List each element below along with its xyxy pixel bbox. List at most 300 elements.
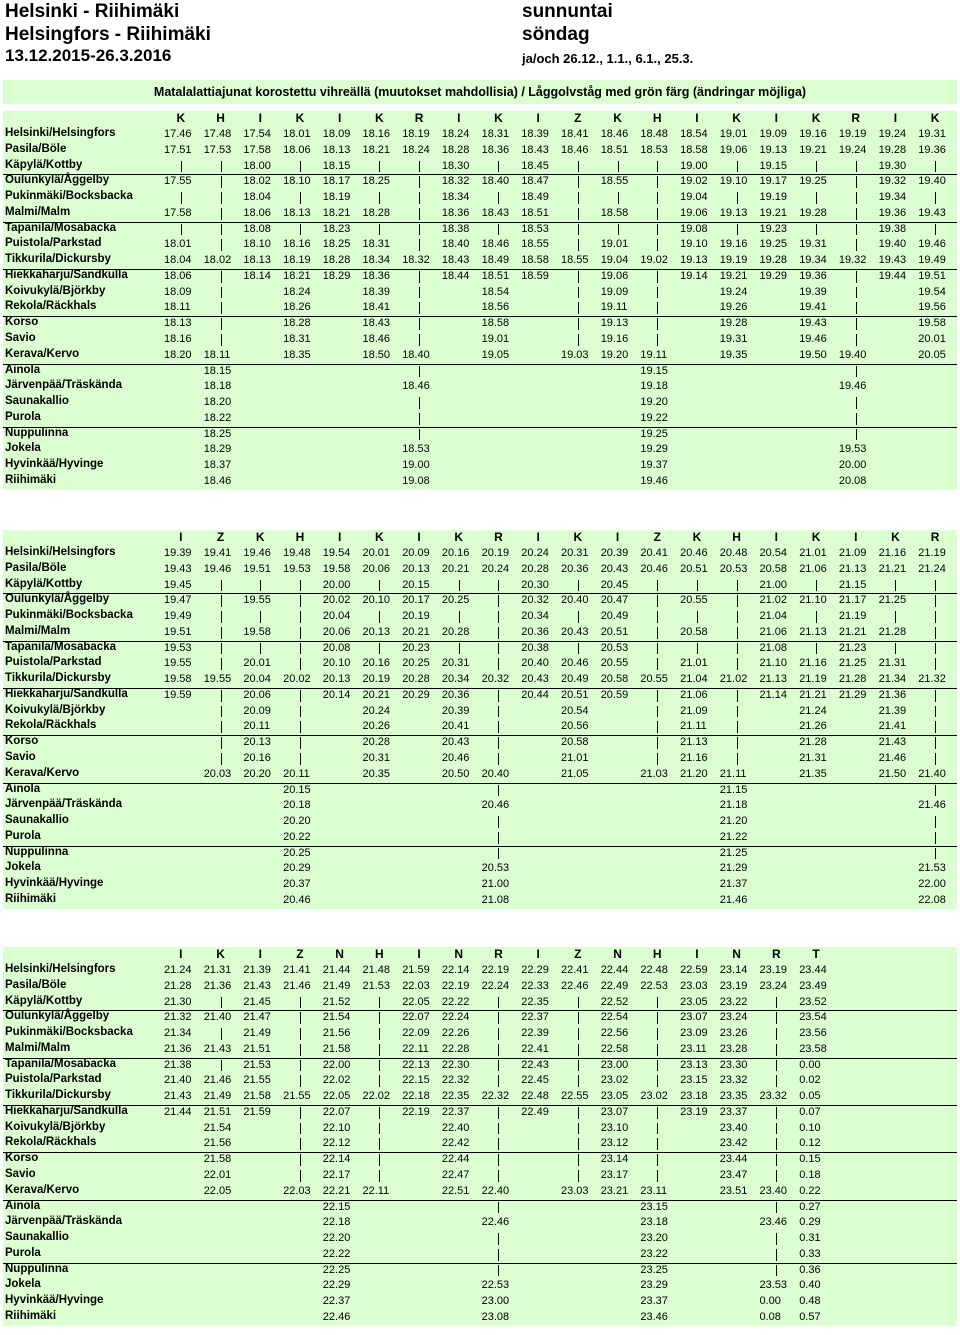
departure-time: 20.40 (481, 767, 510, 780)
departure-time: 21.35 (799, 767, 827, 780)
train-letter-header: H (652, 111, 662, 125)
departure-time: 23.28 (719, 1042, 748, 1055)
departure-time: 19.06 (680, 206, 708, 219)
departure-time: 18.43 (441, 254, 470, 267)
departure-time: 22.24 (441, 1011, 470, 1024)
train-letter-header: R (772, 947, 781, 961)
departure-time: 23.14 (719, 964, 748, 976)
departure-time: 18.20 (203, 396, 232, 409)
pass-through-marker (935, 785, 936, 797)
departure-time: 19.47 (164, 594, 192, 607)
departure-time: 21.43 (243, 979, 271, 992)
departure-time: 21.16 (878, 547, 907, 559)
also-valid-dates: ja/och 26.12., 1.1., 6.1., 25.3. (522, 51, 694, 66)
departure-time: 20.04 (243, 673, 271, 686)
pass-through-marker (578, 161, 579, 173)
pass-through-marker (181, 192, 182, 204)
departure-time: 18.41 (561, 128, 589, 140)
departure-time: 21.50 (878, 767, 907, 780)
pass-through-marker (300, 997, 301, 1009)
departure-time: 20.11 (243, 720, 271, 733)
departure-time: 20.51 (680, 562, 708, 575)
departure-time: 21.58 (243, 1090, 271, 1103)
train-letter-header: K (255, 530, 265, 544)
departure-time: 22.05 (203, 1184, 232, 1197)
departure-time: 18.21 (362, 143, 391, 156)
departure-time: 18.34 (441, 191, 470, 204)
departure-time: 21.13 (680, 736, 708, 749)
departure-time: 23.19 (719, 979, 748, 992)
departure-time: 19.17 (759, 175, 788, 188)
pass-through-marker (498, 848, 499, 860)
departure-time: 20.49 (561, 673, 589, 686)
departure-time: 22.09 (402, 1027, 430, 1040)
departure-time: 22.58 (600, 1042, 629, 1055)
departure-time: 18.54 (481, 285, 510, 298)
departure-time: 21.55 (283, 1090, 311, 1103)
pass-through-marker (657, 1012, 658, 1024)
pass-through-marker (737, 224, 738, 236)
departure-time: 23.12 (600, 1137, 629, 1150)
departure-time: 23.02 (640, 1090, 668, 1103)
station-name: Tikkurila/Dickursby (5, 672, 111, 685)
departure-time: 20.51 (561, 688, 589, 701)
departure-time: 18.16 (283, 238, 311, 251)
table-background (3, 111, 957, 490)
departure-time: 20.24 (521, 547, 549, 559)
departure-time: 21.00 (481, 878, 510, 891)
departure-time: 19.34 (799, 254, 827, 267)
departure-time: 21.51 (243, 1042, 271, 1055)
station-name: Purola (5, 829, 41, 842)
departure-time: 21.06 (759, 625, 788, 638)
train-letter-header: K (375, 111, 384, 125)
departure-time: 19.09 (600, 285, 629, 298)
station-name: Hiekkaharju/Sandkulla (5, 1104, 128, 1117)
pass-through-marker (221, 690, 222, 702)
departure-time: 18.54 (680, 128, 708, 140)
departure-time: 21.39 (878, 704, 907, 717)
departure-time: 18.15 (203, 364, 232, 377)
departure-time: 21.36 (164, 1042, 192, 1055)
station-name: Korso (5, 1152, 39, 1165)
departure-time: 23.21 (600, 1184, 629, 1197)
departure-time: 19.32 (878, 175, 907, 188)
pass-through-marker (895, 611, 896, 623)
departure-time: 18.43 (362, 317, 391, 330)
pass-through-marker (935, 161, 936, 173)
station-name: Jokela (5, 442, 41, 455)
departure-time: 23.00 (481, 1295, 510, 1308)
departure-time: 22.07 (402, 1011, 430, 1024)
pass-through-marker (498, 1138, 499, 1150)
departure-time: 21.08 (481, 893, 510, 906)
departure-time: 22.41 (521, 1042, 549, 1055)
departure-time: 22.55 (561, 1090, 589, 1103)
departure-time: 23.15 (640, 1200, 668, 1213)
departure-time: 19.06 (719, 143, 748, 156)
departure-time: 19.46 (918, 238, 946, 251)
departure-time: 18.55 (521, 238, 549, 251)
pass-through-marker (260, 580, 261, 592)
pass-through-marker (578, 1123, 579, 1135)
departure-time: 18.48 (640, 128, 668, 140)
table-background (3, 530, 957, 909)
pass-through-marker (221, 721, 222, 733)
departure-time: 19.40 (878, 238, 907, 251)
departure-time: 22.40 (481, 1184, 510, 1197)
departure-time: 19.28 (878, 143, 907, 156)
pass-through-marker (657, 753, 658, 765)
station-name: Koivukylä/Björkby (5, 1120, 106, 1133)
departure-time: 20.38 (521, 641, 549, 654)
pass-through-marker (935, 643, 936, 655)
pass-through-marker (578, 1028, 579, 1040)
departure-time: 18.39 (521, 128, 549, 140)
departure-time: 23.25 (640, 1263, 668, 1276)
departure-time: 22.07 (322, 1105, 351, 1118)
station-name: Kerava/Kervo (5, 766, 80, 779)
pass-through-marker (657, 208, 658, 220)
departure-time: 20.23 (402, 641, 430, 654)
departure-time: 18.32 (402, 254, 430, 267)
pass-through-marker (657, 192, 658, 204)
departure-time: 20.53 (600, 641, 629, 654)
departure-time: 23.51 (719, 1184, 748, 1197)
pass-through-marker (657, 643, 658, 655)
pass-through-marker (419, 192, 420, 204)
station-name: Pukinmäki/Bocksbacka (5, 1026, 133, 1039)
pass-through-marker (737, 721, 738, 733)
departure-time: 23.53 (759, 1279, 788, 1292)
departure-time: 21.13 (838, 562, 867, 575)
departure-time: 21.43 (203, 1042, 232, 1055)
departure-time: 21.41 (878, 720, 907, 733)
pass-through-marker (657, 271, 658, 283)
departure-time: 20.28 (402, 673, 430, 686)
departure-time: 21.09 (838, 547, 867, 559)
departure-time: 22.18 (322, 1216, 351, 1229)
departure-time: 18.21 (322, 206, 351, 219)
departure-time: 21.24 (164, 964, 192, 976)
pass-through-marker (300, 1060, 301, 1072)
departure-time: 21.06 (799, 562, 827, 575)
departure-time: 20.14 (322, 688, 351, 701)
departure-time: 20.31 (561, 547, 589, 559)
departure-time: 21.34 (878, 673, 907, 686)
train-letter-header: K (494, 111, 503, 125)
departure-time: 19.53 (164, 641, 192, 654)
departure-time: 21.18 (719, 799, 748, 812)
pass-through-marker (379, 1138, 380, 1150)
departure-time: 21.32 (918, 673, 946, 686)
departure-time: 19.41 (799, 301, 827, 314)
departure-time: 20.48 (719, 547, 748, 559)
pass-through-marker (221, 318, 222, 330)
pass-through-marker (816, 611, 817, 623)
train-letter-header: I (695, 111, 699, 125)
departure-time: 21.36 (878, 688, 907, 701)
departure-time: 19.46 (838, 380, 867, 393)
departure-time: 21.54 (322, 1011, 351, 1024)
station-name: Puistola/Parkstad (5, 237, 102, 250)
pass-through-marker (935, 658, 936, 670)
pass-through-marker (657, 737, 658, 749)
pass-through-marker (935, 816, 936, 828)
departure-time: 20.01 (918, 333, 946, 345)
train-letter-header: H (375, 947, 384, 961)
departure-time: 23.29 (640, 1279, 668, 1292)
departure-time: 22.54 (600, 1011, 629, 1024)
departure-time: 19.36 (799, 269, 827, 282)
pass-through-marker (657, 658, 658, 670)
departure-time: 21.49 (243, 1027, 271, 1040)
pass-through-marker (300, 595, 301, 607)
departure-time: 22.14 (441, 964, 470, 976)
departure-time: 20.20 (243, 767, 271, 780)
pass-through-marker (657, 161, 658, 173)
departure-time: 21.58 (203, 1153, 232, 1166)
departure-time: 20.49 (600, 610, 629, 623)
departure-time: 19.08 (680, 222, 708, 235)
departure-time: 18.31 (362, 238, 391, 251)
departure-time: 20.56 (561, 720, 589, 733)
departure-time: 21.24 (918, 562, 946, 575)
pass-through-marker (300, 224, 301, 236)
departure-time: 18.24 (441, 128, 470, 140)
station-name: Kerava/Kervo (5, 1183, 80, 1196)
departure-time: 22.14 (322, 1153, 351, 1166)
pass-through-marker (657, 611, 658, 623)
departure-time: 22.08 (918, 893, 946, 906)
departure-time: 20.39 (441, 704, 470, 717)
departure-time: 22.02 (322, 1074, 351, 1087)
departure-time: 19.16 (799, 128, 827, 140)
departure-time: 23.03 (680, 979, 708, 992)
departure-time: 20.24 (481, 562, 510, 575)
pass-through-marker (300, 706, 301, 718)
pass-through-marker (935, 737, 936, 749)
departure-time: 0.36 (799, 1263, 821, 1276)
pass-through-marker (776, 1123, 777, 1135)
station-name: Malmi/Malm (5, 624, 71, 637)
departure-time: 20.54 (561, 704, 589, 717)
departure-time: 19.04 (600, 254, 629, 267)
departure-time: 21.28 (164, 979, 192, 992)
departure-time: 0.33 (799, 1247, 821, 1260)
departure-time: 20.28 (362, 736, 391, 749)
departure-time: 22.33 (521, 979, 549, 992)
departure-time: 20.21 (362, 688, 391, 701)
departure-time: 22.24 (481, 979, 510, 992)
pass-through-marker (697, 611, 698, 623)
departure-time: 19.25 (759, 238, 788, 251)
pass-through-marker (618, 161, 619, 173)
departure-time: 19.39 (799, 285, 827, 298)
station-name: Tikkurila/Dickursby (5, 253, 111, 266)
departure-time: 19.10 (719, 175, 748, 188)
pass-through-marker (419, 161, 420, 173)
departure-time: 19.34 (878, 191, 907, 204)
departure-time: 18.55 (600, 175, 629, 188)
pass-through-marker (657, 1060, 658, 1072)
pass-through-marker (856, 287, 857, 299)
departure-time: 20.46 (561, 657, 589, 670)
pass-through-marker (657, 1028, 658, 1040)
train-letter-header: R (930, 530, 940, 544)
pass-through-marker (776, 1060, 777, 1072)
pass-through-marker (498, 627, 499, 639)
departure-time: 18.13 (164, 317, 192, 330)
departure-time: 23.24 (719, 1011, 748, 1024)
pass-through-marker (498, 1154, 499, 1166)
departure-time: 21.58 (322, 1042, 351, 1055)
departure-time: 22.00 (322, 1058, 351, 1071)
departure-time: 21.39 (243, 964, 271, 976)
departure-time: 21.43 (164, 1090, 192, 1103)
departure-time: 21.10 (799, 594, 827, 607)
pass-through-marker (221, 208, 222, 220)
pass-through-marker (221, 753, 222, 765)
departure-time: 18.28 (441, 143, 470, 156)
departure-time: 22.48 (640, 964, 668, 976)
departure-time: 23.35 (719, 1090, 748, 1103)
departure-time: 19.02 (680, 175, 708, 188)
train-letter-header: H (216, 111, 225, 125)
row-group-separator (3, 364, 957, 365)
departure-time: 20.36 (521, 625, 549, 638)
pass-through-marker (300, 1075, 301, 1087)
station-name: Rekola/Räckhals (5, 719, 97, 732)
departure-time: 19.11 (600, 301, 628, 314)
pass-through-marker (816, 580, 817, 592)
departure-time: 0.02 (799, 1074, 821, 1087)
station-name: Helsinki/Helsingfors (5, 127, 116, 139)
pass-through-marker (221, 706, 222, 718)
departure-time: 18.53 (521, 222, 549, 235)
pass-through-marker (498, 737, 499, 749)
departure-time: 21.44 (164, 1105, 192, 1118)
pass-through-marker (498, 224, 499, 236)
station-name: Malmi/Malm (5, 205, 71, 218)
departure-time: 18.47 (521, 175, 549, 188)
departure-time: 21.46 (918, 799, 946, 812)
departure-time: 18.53 (402, 443, 430, 456)
train-letter-header: I (337, 530, 342, 544)
pass-through-marker (856, 302, 857, 314)
departure-time: 20.54 (759, 547, 788, 559)
departure-time: 18.15 (322, 159, 351, 172)
pass-through-marker (657, 595, 658, 607)
pass-through-marker (379, 1107, 380, 1119)
train-letter-header: I (774, 530, 779, 544)
pass-through-marker (300, 1170, 301, 1182)
departure-time: 21.37 (719, 878, 748, 891)
departure-time: 21.09 (680, 704, 708, 717)
departure-time: 23.07 (600, 1105, 629, 1118)
departure-time: 18.28 (362, 206, 391, 219)
departure-time: 23.18 (680, 1090, 708, 1103)
pass-through-marker (657, 1044, 658, 1056)
departure-time: 22.29 (322, 1279, 351, 1292)
train-letter-header: I (179, 947, 183, 961)
pass-through-marker (856, 208, 857, 220)
departure-time: 20.55 (640, 673, 668, 686)
station-name: Helsinki/Helsingfors (5, 546, 116, 558)
departure-time: 22.19 (402, 1105, 430, 1118)
departure-time: 18.36 (441, 206, 470, 219)
departure-time: 22.20 (322, 1232, 351, 1245)
departure-time: 18.36 (362, 269, 391, 282)
departure-time: 22.49 (600, 979, 629, 992)
departure-time: 23.17 (600, 1169, 629, 1181)
pass-through-marker (657, 1075, 658, 1087)
departure-time: 23.52 (799, 995, 827, 1008)
departure-time: 21.46 (283, 979, 311, 992)
pass-through-marker (300, 1012, 301, 1024)
pass-through-marker (221, 997, 222, 1009)
departure-time: 18.45 (521, 159, 549, 172)
pass-through-marker (498, 997, 499, 1009)
departure-time: 18.01 (283, 128, 311, 140)
pass-through-marker (419, 302, 420, 314)
station-name: Pukinmäki/Bocksbacka (5, 190, 133, 203)
departure-time: 17.53 (203, 143, 232, 156)
train-letter-header: R (494, 947, 503, 961)
pass-through-marker (498, 1060, 499, 1072)
train-letter-header: I (615, 530, 620, 544)
departure-time: 18.22 (203, 411, 232, 424)
departure-time: 19.25 (640, 427, 668, 440)
pass-through-marker (657, 176, 658, 188)
station-name: Saunakallio (5, 395, 69, 408)
departure-time: 23.40 (719, 1121, 748, 1134)
departure-time: 20.43 (561, 625, 589, 638)
departure-time: 22.32 (441, 1074, 470, 1087)
pass-through-marker (459, 611, 460, 623)
pass-through-marker (578, 239, 579, 251)
station-name: Saunakallio (5, 1231, 69, 1244)
departure-time: 0.00 (759, 1295, 781, 1308)
pass-through-marker (498, 1107, 499, 1119)
pass-through-marker (737, 580, 738, 592)
train-letter-header: I (536, 111, 540, 125)
departure-time: 22.26 (441, 1027, 470, 1040)
station-name: Järvenpää/Träskända (5, 798, 122, 811)
pass-through-marker (776, 1249, 777, 1261)
pass-through-marker (618, 192, 619, 204)
train-letter-header: K (613, 111, 622, 125)
departure-time: 18.46 (561, 143, 589, 156)
departure-time: 19.10 (680, 238, 708, 251)
pass-through-marker (737, 737, 738, 749)
departure-time: 20.01 (243, 657, 271, 670)
departure-time: 23.44 (799, 964, 827, 976)
departure-time: 18.25 (322, 238, 351, 251)
departure-time: 21.36 (203, 979, 232, 992)
train-letter-header: I (337, 111, 342, 125)
pass-through-marker (260, 643, 261, 655)
station-name: Riihimäki (5, 473, 57, 486)
departure-time: 22.56 (600, 1027, 629, 1040)
pass-through-marker (498, 658, 499, 670)
departure-time: 18.31 (283, 333, 311, 345)
pass-through-marker (221, 611, 222, 623)
departure-time: 19.59 (164, 688, 192, 701)
departure-time: 20.25 (283, 846, 311, 859)
pass-through-marker (776, 1170, 777, 1182)
departure-time: 19.46 (203, 562, 232, 575)
